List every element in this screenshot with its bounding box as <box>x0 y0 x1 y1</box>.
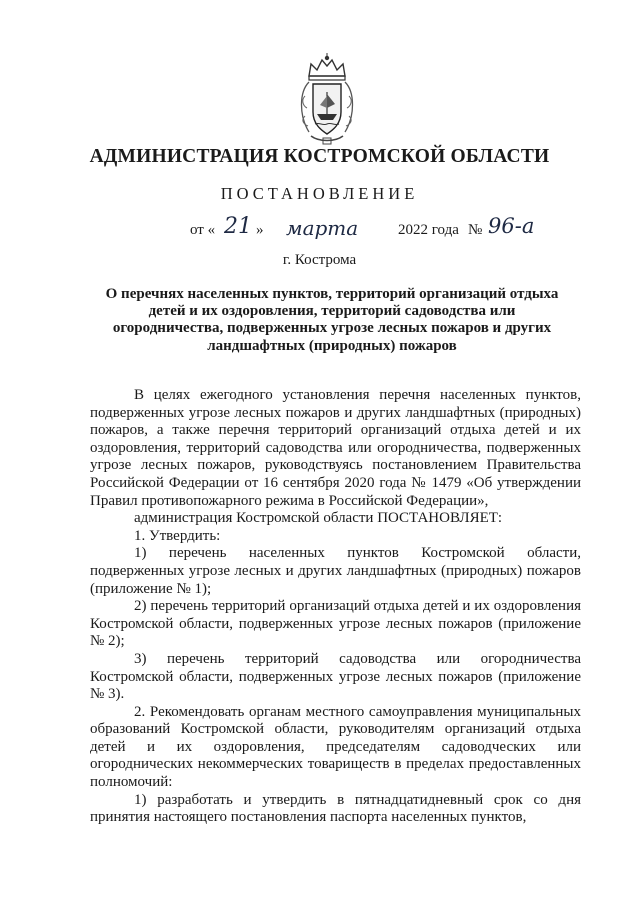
item-2: 2. Рекомендовать органам местного самоуправления муниципальных образований Костромской области, руководителям организаций отдыха детей и их оздоровления, председателям садоводческих или огороднических некоммерческих товариществ в пределах предоставленных полномочий: <box>90 703 581 791</box>
preamble-paragraph: В целях ежегодного установления перечня населенных пунктов, подверженных угрозе лесных пожаров и других ландшафтных (природных) пожаров, а также перечня территорий организаций отдыха детей и их оздоровления, территорий садоводства или огородничества, подверженных угрозе лесных пожаров, руководствуясь постановлением Правительства Российской Федерации от 16 сентября 2020 года № 1479 «Об утверждении Правил противопожарного режима в Российской Федерации», <box>90 387 581 509</box>
document-number-handwritten: 96-а <box>488 214 535 238</box>
organization-title: АДМИНИСТРАЦИЯ КОСТРОМСКОЙ ОБЛАСТИ <box>89 146 550 167</box>
number-label: № <box>468 222 483 238</box>
item-1-1: 1) перечень населенных пунктов Костромской области, подверженных угрозе лесных и других ландшафтных (природных) пожаров (приложение № 1); <box>90 545 581 597</box>
date-day-handwritten: 21 <box>224 214 252 239</box>
item-1: 1. Утвердить: <box>134 527 221 544</box>
document-type: ПОСТАНОВЛЕНИЕ <box>220 184 419 203</box>
document-body <box>90 387 581 827</box>
date-line <box>190 214 610 248</box>
item-1-3: 3) перечень территорий садоводства или огородничества Костромской области, подверженных угрозе лесных пожаров (приложение № 3). <box>90 650 581 703</box>
date-prefix: от « <box>190 222 216 238</box>
city: г. Кострома <box>282 252 357 268</box>
item-1-2: 2) перечень территорий организаций отдыха детей и их оздоровления Костромской области, подверженных угрозе лесных пожаров (приложение № 2); <box>90 598 581 650</box>
resolves-paragraph: администрация Костромской области ПОСТАНОВЛЯЕТ: <box>134 510 503 527</box>
date-month-handwritten: марта <box>286 216 359 240</box>
subject-title: О перечнях населенных пунктов, территорий организаций отдыха детей и их оздоровления, территорий садоводства или огородничества, подверженных угрозе лесных пожаров и других ландшафтных (природных) пожаров <box>105 286 559 354</box>
kostroma-coat-of-arms-icon <box>295 52 359 148</box>
item-2-1: 1) разработать и утвердить в пятнадцатидневный срок со дня принятия настоящего постановления паспорта населенных пунктов, <box>90 791 581 826</box>
date-mid: » <box>256 222 264 238</box>
date-year: 2022 года <box>398 222 459 238</box>
